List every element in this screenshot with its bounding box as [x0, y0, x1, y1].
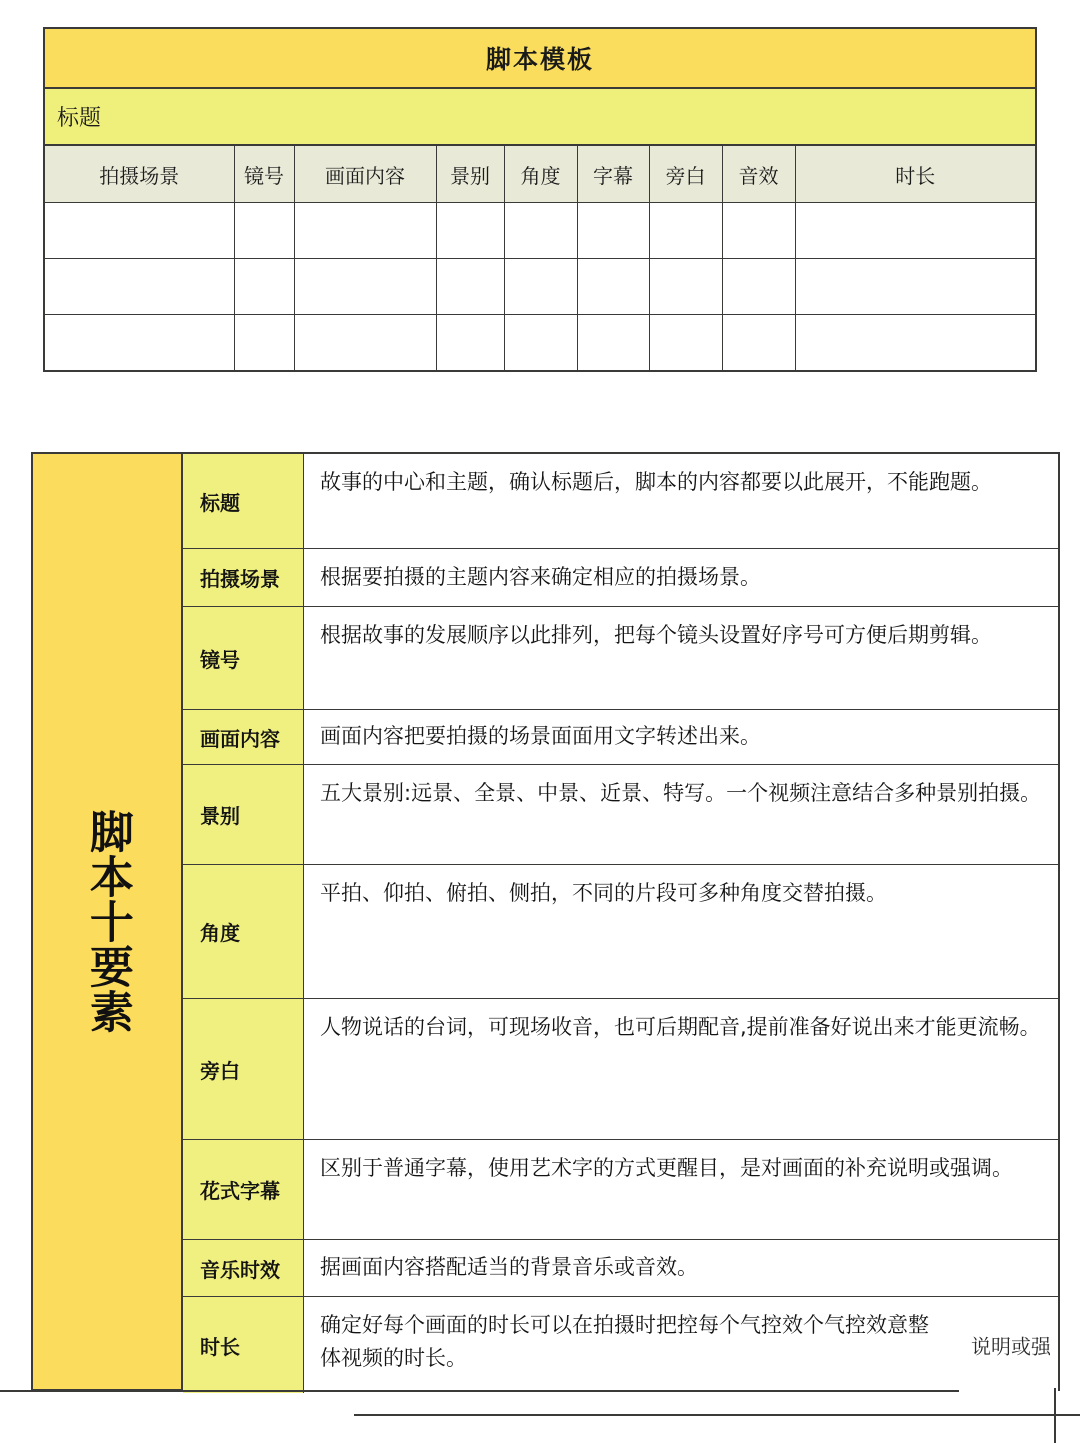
table-cell-empty[interactable]: [795, 315, 1035, 371]
table-cell-empty[interactable]: [436, 259, 504, 315]
script-template-body: [45, 203, 1035, 371]
element-description: 故事的中心和主题，确认标题后，脚本的内容都要以此展开，不能跑题。: [304, 454, 1058, 548]
column-header-subtitle: 字幕: [577, 146, 649, 203]
table-cell-empty[interactable]: [294, 259, 436, 315]
table-cell-empty[interactable]: [722, 259, 795, 315]
table-cell-empty[interactable]: [504, 259, 577, 315]
table-cell-empty[interactable]: [234, 203, 294, 259]
element-label: 音乐时效: [183, 1240, 304, 1296]
table-cell-empty[interactable]: [45, 315, 234, 371]
element-label: 花式字幕: [183, 1140, 304, 1239]
element-label: 镜号: [183, 607, 304, 709]
artifact-line-lower: [354, 1414, 1080, 1416]
element-description: 画面内容把要拍摄的场景面面用文字转述出来。: [304, 710, 1058, 764]
column-header-duration: 时长: [795, 146, 1035, 203]
table-cell-empty[interactable]: [234, 315, 294, 371]
column-header-voiceover: 旁白: [649, 146, 722, 203]
element-row: [183, 865, 1058, 999]
element-description: 根据要拍摄的主题内容来确定相应的拍摄场景。: [304, 549, 1058, 606]
ten-elements-table: [31, 452, 1060, 1391]
ten-elements-sidebar: [33, 454, 183, 1389]
element-description: 据画面内容搭配适当的背景音乐或音效。: [304, 1240, 1058, 1296]
table-cell-empty[interactable]: [294, 203, 436, 259]
element-row: [183, 710, 1058, 765]
element-label: 时长: [183, 1297, 304, 1393]
table-cell-empty[interactable]: [577, 315, 649, 371]
element-row: [183, 549, 1058, 607]
element-label: 拍摄场景: [183, 549, 304, 606]
table-cell-empty[interactable]: [436, 315, 504, 371]
column-header-shot-type: 景别: [436, 146, 504, 203]
element-row: [183, 1297, 1058, 1393]
ten-elements-sidebar-title: 脚本十要素: [81, 809, 133, 1034]
table-row: [45, 259, 1035, 315]
table-cell-empty[interactable]: [294, 315, 436, 371]
element-row: [183, 454, 1058, 549]
column-header-shooting-scene: 拍摄场景: [45, 146, 234, 203]
table-row: [45, 203, 1035, 259]
table-cell-empty[interactable]: [577, 203, 649, 259]
table-cell-empty[interactable]: [45, 259, 234, 315]
element-label: 标题: [183, 454, 304, 548]
table-cell-empty[interactable]: [504, 203, 577, 259]
column-header-frame-content: 画面内容: [294, 146, 436, 203]
table-cell-empty[interactable]: [577, 259, 649, 315]
element-label: 景别: [183, 765, 304, 864]
script-template-header-row: [45, 146, 1035, 203]
element-row: [183, 1140, 1058, 1240]
element-description: 平拍、仰拍、俯拍、侧拍，不同的片段可多种角度交替拍摄。: [304, 865, 1058, 998]
element-label: 画面内容: [183, 710, 304, 764]
table-cell-empty[interactable]: [649, 315, 722, 371]
script-template-title-label: 标题: [57, 106, 102, 131]
script-template-grid: [45, 146, 1035, 370]
ten-elements-row-list: [183, 454, 1058, 1389]
table-cell-empty[interactable]: [504, 315, 577, 371]
element-row: [183, 607, 1058, 710]
element-label: 角度: [183, 865, 304, 998]
artifact-line-vertical: [1054, 1388, 1056, 1443]
script-template-banner-title: 脚本模板: [485, 45, 594, 74]
element-description: 五大景别:远景、全景、中景、近景、特写。一个视频注意结合多种景别拍摄。: [304, 765, 1058, 864]
element-label: 旁白: [183, 999, 304, 1139]
element-description: 确定好每个画面的时长可以在拍摄时把控每个气控效个气控效意整体视频的时长。: [304, 1297, 1058, 1393]
column-header-sound-effect: 音效: [722, 146, 795, 203]
element-row: [183, 765, 1058, 865]
element-description: 根据故事的发展顺序以此排列，把每个镜头设置好序号可方便后期剪辑。: [304, 607, 1058, 709]
table-cell-empty[interactable]: [649, 259, 722, 315]
column-header-shot-number: 镜号: [234, 146, 294, 203]
table-cell-empty[interactable]: [722, 203, 795, 259]
table-cell-empty[interactable]: [436, 203, 504, 259]
table-row: [45, 315, 1035, 371]
table-cell-empty[interactable]: [722, 315, 795, 371]
element-row: [183, 999, 1058, 1140]
scroll-stitch-artifact: [0, 1388, 1080, 1443]
table-cell-empty[interactable]: [649, 203, 722, 259]
element-row: [183, 1240, 1058, 1297]
glitch-artifact-text: 说明或强: [971, 1334, 1051, 1359]
script-template-banner: [45, 29, 1035, 89]
table-cell-empty[interactable]: [795, 259, 1035, 315]
column-header-angle: 角度: [504, 146, 577, 203]
script-template-table: [43, 27, 1037, 372]
table-cell-empty[interactable]: [45, 203, 234, 259]
script-template-title-row: [45, 89, 1035, 146]
table-cell-empty[interactable]: [795, 203, 1035, 259]
element-description: 区别于普通字幕，使用艺术字的方式更醒目，是对画面的补充说明或强调。: [304, 1140, 1058, 1239]
element-description: 人物说话的台词，可现场收音，也可后期配音,提前准备好说出来才能更流畅。: [304, 999, 1058, 1139]
table-cell-empty[interactable]: [234, 259, 294, 315]
